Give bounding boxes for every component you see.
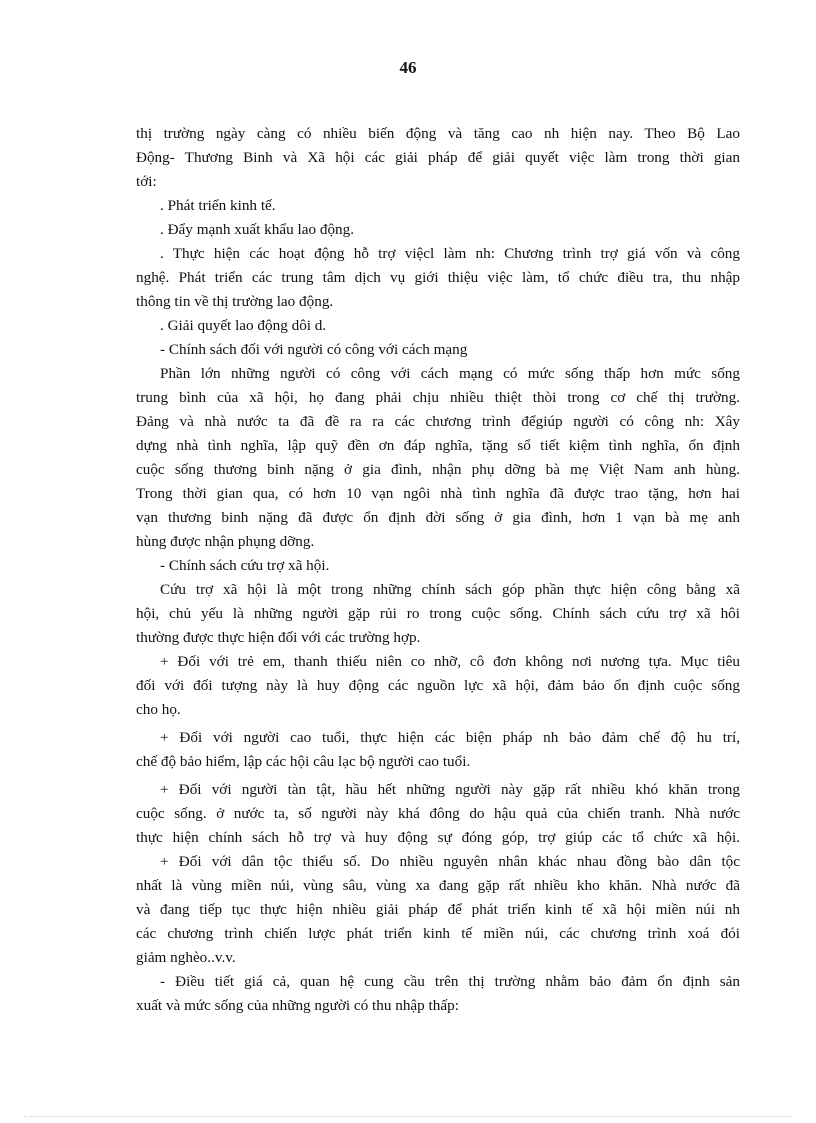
- text-line: tới:: [136, 173, 157, 190]
- text-line: cuộc sống. ở nước ta, số người này khá đông do hậu quả của chiến tranh. Nhà nước: [136, 805, 740, 822]
- text-line: Đảng và nhà nước ta đã đề ra ra các chương trình đểgiúp người có công nh: Xây: [136, 413, 740, 430]
- page-number: 46: [399, 58, 417, 77]
- text-line: Phần lớn những người có công với cách mạng có mức sống thấp hơn mức sống: [160, 365, 740, 382]
- body-text: [136, 122, 740, 1018]
- text-line: các chương trình chiến lược phát triển kinh tế miền núi, các chương trình xoá đói: [136, 925, 740, 942]
- text-line: + Đối với người cao tuổi, thực hiện các biện pháp nh bảo đảm chế độ hu trí,: [160, 729, 740, 746]
- text-line: nhất là vùng miền núi, vùng sâu, vùng xa đang gặp rất nhiều kho khăn. Nhà nước đã: [136, 877, 740, 894]
- text-line: - Chính sách đối với người có công với cách mạng: [160, 341, 468, 358]
- text-line: cuộc sống thương binh nặng ở gia đình, nhận phụ dỡng bà mẹ Việt Nam anh hùng.: [136, 461, 740, 478]
- text-line: đối với đối tượng này là huy động các nguồn lực xã hội, đảm bảo ổn định cuộc sống: [136, 677, 740, 694]
- text-line: thực hiện chính sách hỗ trợ và huy động sự đóng góp, trợ giúp các tổ chức xã hội.: [136, 829, 740, 846]
- text-line: thị trường ngày càng có nhiều biến động và tăng cao nh hiện nay. Theo Bộ Lao: [136, 125, 740, 142]
- text-line: + Đối với người tàn tật, hầu hết những người này gặp rất nhiều khó khăn trong: [160, 781, 740, 798]
- text-line: - Điều tiết giá cả, quan hệ cung cầu trên thị trường nhằm bảo đảm ổn định sản: [160, 973, 740, 990]
- text-line: - Chính sách cứu trợ xã hội.: [160, 557, 330, 574]
- text-line: thông tin về thị trường lao động.: [136, 293, 334, 310]
- text-line: thường được thực hiện đối với các trường hợp.: [136, 629, 421, 646]
- text-line: . Phát triển kinh tế.: [160, 197, 276, 214]
- text-line: vạn thương binh nặng đã được ổn định đời sống ở gia đình, hơn 1 vạn bà mẹ anh: [136, 509, 740, 526]
- text-line: Động- Thương Binh và Xã hội các giải pháp để giải quyết việc làm trong thời gian: [136, 149, 740, 166]
- text-line: và đang tiếp tục thực hiện nhiều giải pháp để phát triển kinh tế xã hội miền núi nh: [136, 901, 740, 918]
- text-line: giảm nghèo..v.v.: [136, 949, 236, 966]
- page-bottom-rule: [24, 1116, 792, 1117]
- text-line: . Giải quyết lao động dôi d.: [160, 317, 327, 334]
- text-line: Cứu trợ xã hội là một trong những chính sách góp phần thực hiện công bằng xã: [160, 581, 740, 598]
- text-line: Trong thời gian qua, có hơn 10 vạn ngôi nhà tình nghĩa đã được trao tặng, hơn hai: [136, 485, 740, 502]
- text-line: . Thực hiện các hoạt động hỗ trợ việcl làm nh: Chương trình trợ giá vốn và công: [160, 245, 740, 262]
- text-line: + Đối với dân tộc thiểu số. Do nhiều nguyên nhân khác nhau đồng bào dân tộc: [160, 853, 740, 870]
- text-line: cho họ.: [136, 701, 181, 718]
- text-line: trung bình của xã hội, họ đang phải chịu nhiều thiệt thòi trong cơ chế thị trường.: [136, 389, 740, 406]
- text-line: dựng nhà tình nghĩa, lập quỹ đền ơn đáp nghĩa, tặng sổ tiết kiệm tình nghĩa, ổn định: [136, 437, 740, 454]
- text-line: hùng được nhận phụng dỡng.: [136, 533, 315, 550]
- text-line: + Đối với trẻ em, thanh thiếu niên co nhỡ, cô đơn không nơi nương tựa. Mục tiêu: [160, 653, 740, 670]
- text-line: hội, chủ yếu là những người gặp rủi ro trong cuộc sống. Chính sách cứu trợ xã hôi: [136, 605, 740, 622]
- text-line: nghệ. Phát triển các trung tâm dịch vụ giới thiệu việc làm, tổ chức điều tra, thu nhập: [136, 269, 740, 286]
- text-line: . Đẩy mạnh xuất khẩu lao động.: [160, 221, 355, 238]
- text-line: xuất và mức sống của những người có thu nhập thấp:: [136, 997, 459, 1014]
- text-line: chế độ bảo hiểm, lập các hội câu lạc bộ người cao tuổi.: [136, 753, 471, 770]
